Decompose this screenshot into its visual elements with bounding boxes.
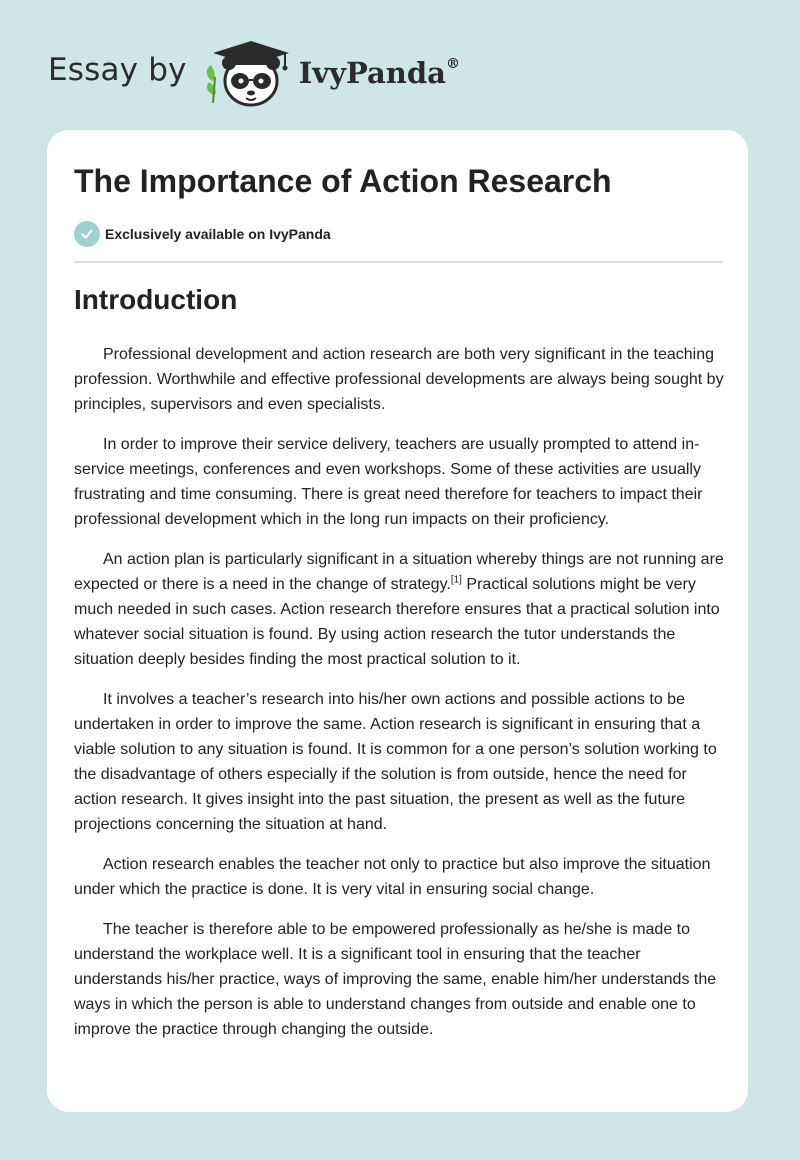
footnote-link[interactable]: [1] xyxy=(450,574,462,586)
paragraph: Action research enables the teacher not only to practice but also improve the situation under which the practice is done. It is very vital in ensuring social change. xyxy=(74,856,711,898)
exclusive-badge xyxy=(74,221,331,247)
divider xyxy=(74,261,723,263)
paragraph: The teacher is therefore able to be empowered professionally as he/she is made to understand the workplace well. It is a significant tool in ensuring that the teacher understands his/her practice, ways of improving the same, enable him/her understands the ways in which the person is able to understand changes from outside and enable one to improve the practice through changing the outside. xyxy=(74,921,717,1038)
page-title: The Importance of Action Research xyxy=(74,163,612,199)
paragraph: In order to improve their service delivery, teachers are usually prompted to attend in-service meetings, conferences and even workshops. Some of these activities are usually frustrating and time consuming. There is great need therefore for teachers to impact their professional development which in the long run impacts on their proficiency. xyxy=(74,436,703,528)
section-heading: Introduction xyxy=(74,284,238,315)
site-header xyxy=(48,38,460,108)
brand-name-text: IvyPanda xyxy=(298,56,446,90)
panda-graduate-icon[interactable] xyxy=(201,37,293,109)
paragraph-text: Practical solutions might be very much needed in such cases. Action research therefore ensures that a practical solution into whatever social situation is found. By using action research the tutor understands the situation deeply besides finding the most practical solution to it. xyxy=(74,576,720,668)
check-circle-icon xyxy=(74,221,100,247)
badge-text: Exclusively available on IvyPanda xyxy=(105,226,331,242)
paragraph xyxy=(74,547,726,672)
paragraph: Professional development and action research are both very significant in the teaching profession. Worthwhile and effective professional developments are always being sought by principles, supervisors and even specialists. xyxy=(74,346,724,413)
paragraph-text: An action plan is particularly significant in a situation whereby things are not running are expected or there is a need in the change of strategy. xyxy=(74,551,724,593)
registered-mark: ® xyxy=(445,56,460,73)
essay-card xyxy=(47,130,748,1112)
paragraph: It involves a teacher’s research into his/her own actions and possible actions to be undertaken in order to improve the same. Action research is significant in ensuring that a viable solution to any situation is found. It is common for a one person’s solution working to the disadvantage of others especially if the solution is from outside, hence the need for action research. It gives insight into the past situation, the present as well as the future projections concerning the situation at hand. xyxy=(74,691,717,833)
brand-name[interactable] xyxy=(299,56,460,90)
article-body xyxy=(74,342,726,1057)
brand-prefix: Essay by xyxy=(48,52,187,88)
